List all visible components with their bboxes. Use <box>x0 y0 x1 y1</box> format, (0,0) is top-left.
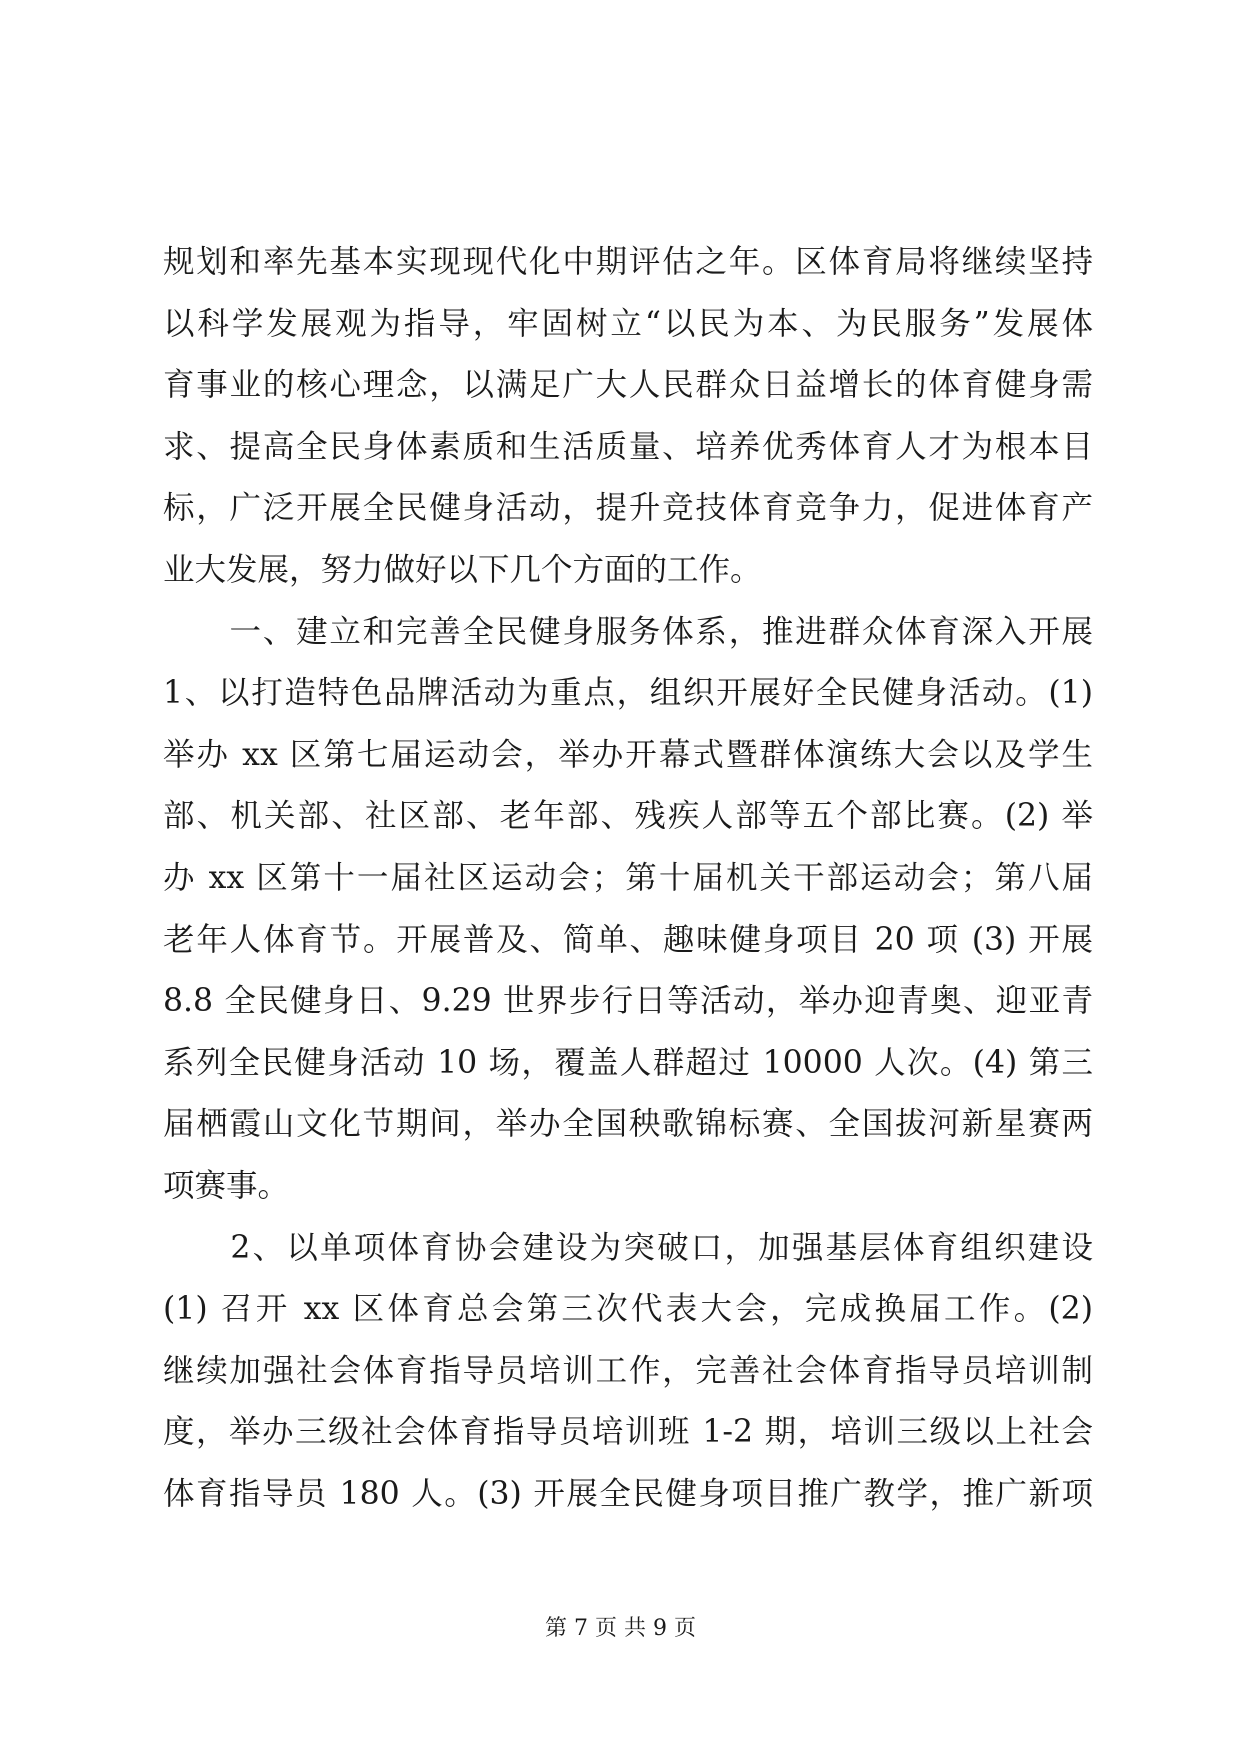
text-line: 体育指导员 180 人。(3) 开展全民健身项目推广教学，推广新项 <box>163 1475 1093 1512</box>
text-line: 举办 xx 区第七届运动会，举办开幕式暨群体演练大会以及学生 <box>163 736 1093 773</box>
text-line: 度，举办三级社会体育指导员培训班 1-2 期，培训三级以上社会 <box>163 1414 1093 1451</box>
text-line: 育事业的核心理念，以满足广大人民群众日益增长的体育健身需 <box>163 367 1093 404</box>
text-line: 届栖霞山文化节期间，举办全国秧歌锦标赛、全国拔河新星赛两 <box>163 1106 1093 1143</box>
text-line: 老年人体育节。开展普及、简单、趣味健身项目 20 项 (3) 开展 <box>163 921 1093 958</box>
text-line: 业大发展，努力做好以下几个方面的工作。 <box>163 551 762 588</box>
text-line: 求、提高全民身体素质和生活质量、培养优秀体育人才为根本目 <box>163 428 1093 465</box>
document-body <box>163 232 1093 1525</box>
text-line: 标，广泛开展全民健身活动，提升竞技体育竞争力，促进体育产 <box>163 490 1093 527</box>
text-line: 规划和率先基本实现现代化中期评估之年。区体育局将继续坚持 <box>163 244 1093 280</box>
page-footer: 第 7 页 共 9 页 <box>545 1616 696 1641</box>
text-line: 8.8 全民健身日、9.29 世界步行日等活动，举办迎青奥、迎亚青 <box>163 983 1093 1020</box>
text-line: 部、机关部、社区部、老年部、残疾人部等五个部比赛。(2) 举 <box>163 798 1093 835</box>
text-line: 继续加强社会体育指导员培训工作，完善社会体育指导员培训制 <box>163 1352 1093 1389</box>
text-line: 办 xx 区第十一届社区运动会；第十届机关干部运动会；第八届 <box>163 859 1093 896</box>
text-line: 一、建立和完善全民健身服务体系，推进群众体育深入开展 <box>163 613 1093 650</box>
text-line: (1) 召开 xx 区体育总会第三次代表大会，完成换届工作。(2) <box>163 1291 1093 1328</box>
text-line: 以科学发展观为指导，牢固树立“以民为本、为民服务”发展体 <box>163 305 1093 342</box>
text-line: 项赛事。 <box>163 1167 290 1204</box>
text-line: 1、以打造特色品牌活动为重点，组织开展好全民健身活动。(1) <box>163 675 1093 712</box>
text-line: 系列全民健身活动 10 场，覆盖人群超过 10000 人次。(4) 第三 <box>163 1044 1093 1081</box>
text-line: 2、以单项体育协会建设为突破口，加强基层体育组织建设 <box>163 1229 1093 1266</box>
